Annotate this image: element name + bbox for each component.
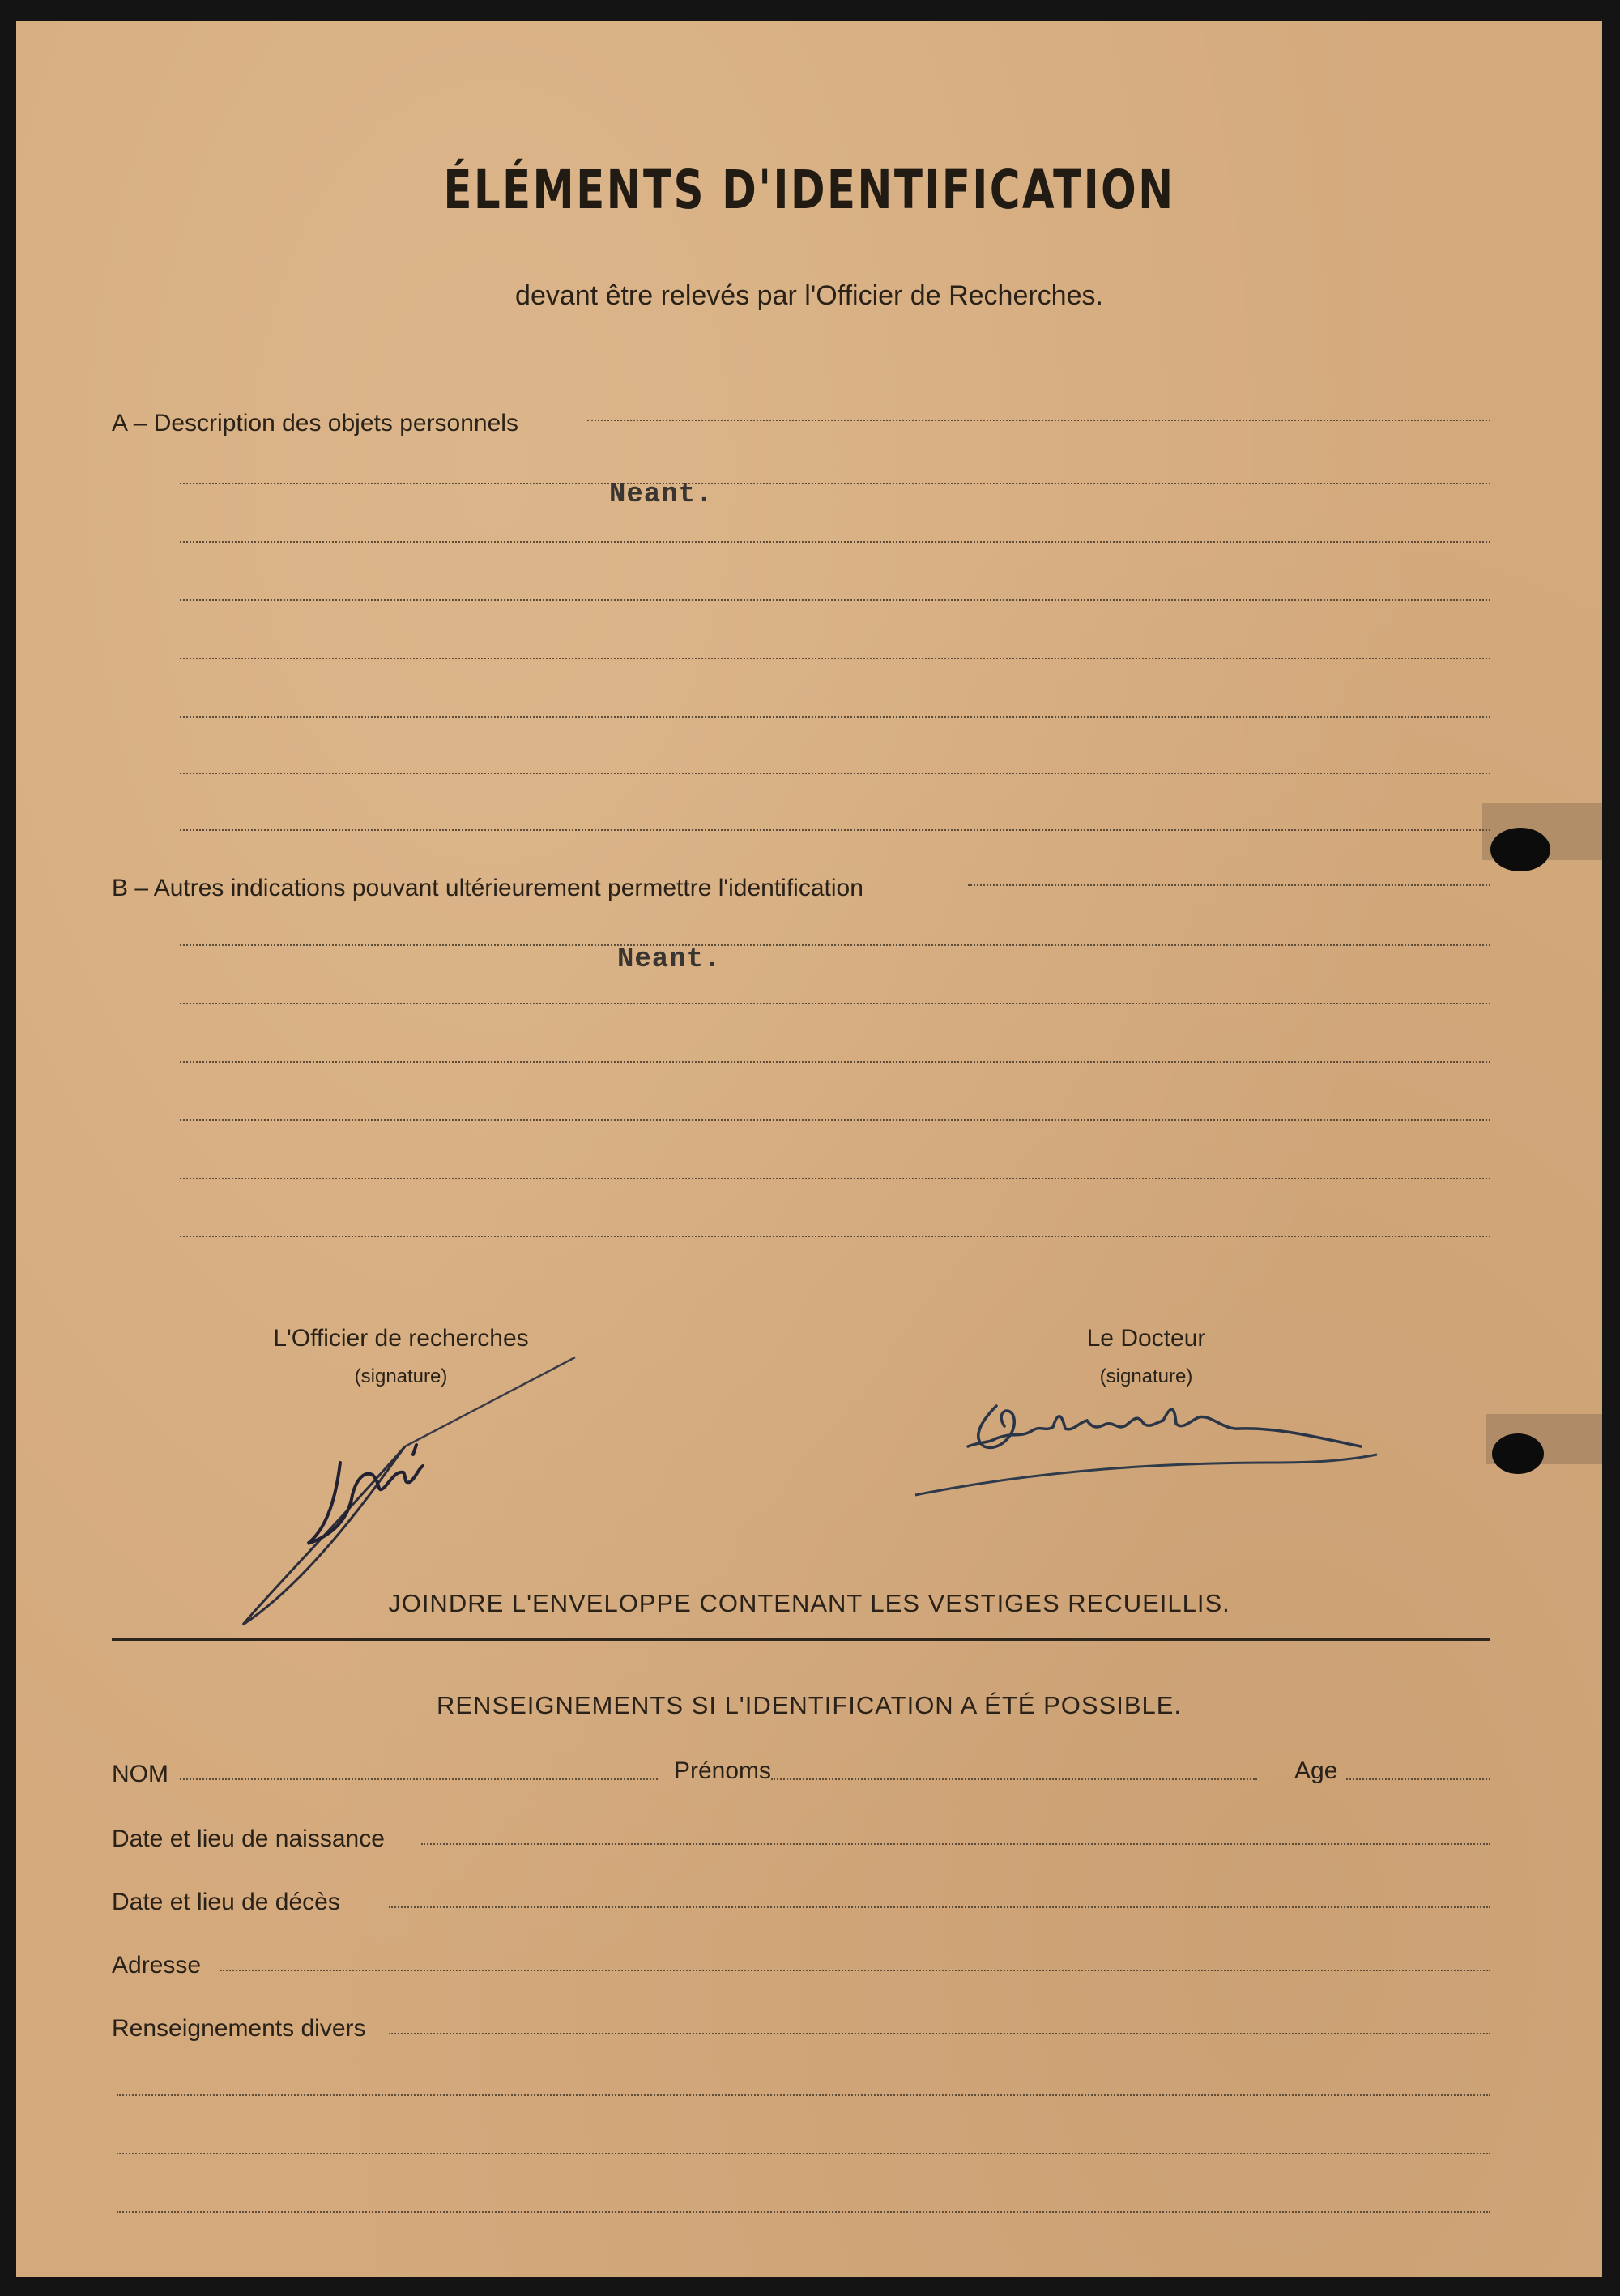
naissance-label: Date et lieu de naissance [112,1825,385,1852]
naissance-field[interactable] [421,1843,1490,1845]
form-page [16,21,1602,2277]
doctor-handwritten-signature [891,1382,1393,1527]
section-a-line-7[interactable] [180,773,1490,774]
envelope-instruction: JOINDRE L'ENVELOPPE CONTENANT LES VESTIGES RECUEILLIS. [388,1589,1230,1617]
divers-label: Renseignements divers [112,2015,366,2042]
section-b-line-2[interactable] [180,944,1490,946]
nom-label: NOM [112,1761,168,1787]
deces-label: Date et lieu de décès [112,1889,340,1915]
section-a-label: A – Description des objets personnels [112,410,518,437]
identification-heading: RENSEIGNEMENTS SI L'IDENTIFICATION A ÉTÉ POSSIBLE. [436,1691,1183,1719]
section-a-line-3[interactable] [180,541,1490,543]
prenoms-field[interactable] [771,1778,1257,1780]
nom-field[interactable] [180,1778,658,1780]
section-a-line-5[interactable] [180,658,1490,659]
age-field[interactable] [1346,1778,1490,1780]
section-b-line-7[interactable] [180,1236,1490,1237]
section-a-line-2[interactable] [180,483,1490,484]
section-b-line-1[interactable] [968,884,1490,886]
doctor-signature-title: Le Docteur [1086,1325,1206,1352]
deces-field[interactable] [389,1906,1490,1908]
section-a-line-4[interactable] [180,599,1490,601]
page-title: ÉLÉMENTS D'IDENTIFICATION [443,159,1175,221]
age-label: Age [1294,1757,1338,1784]
punch-hole-bottom [1492,1433,1544,1474]
section-divider [112,1638,1490,1641]
section-a-line-1[interactable] [587,420,1490,421]
officer-signature-title: L'Officier de recherches [273,1325,529,1352]
divers-field-4[interactable] [117,2211,1490,2213]
page-subtitle: devant être relevés par l'Officier de Recherches. [515,280,1103,311]
section-b-line-5[interactable] [180,1119,1490,1121]
section-b-line-6[interactable] [180,1178,1490,1179]
adresse-label: Adresse [112,1952,202,1979]
punch-hole-top [1490,828,1550,871]
divers-field-1[interactable] [389,2033,1490,2034]
section-b-line-3[interactable] [180,1003,1490,1004]
divers-field-2[interactable] [117,2094,1490,2096]
officer-signature-note: (signature) [354,1365,448,1387]
section-a-line-6[interactable] [180,716,1490,718]
section-a-line-8[interactable] [180,829,1490,831]
divers-field-3[interactable] [117,2153,1490,2154]
section-b-typed-value: Neant. [617,944,722,975]
section-b-line-4[interactable] [180,1061,1490,1063]
adresse-field[interactable] [220,1970,1490,1971]
section-b-label: B – Autres indications pouvant ultérieurement permettre l'identification [112,875,863,901]
section-a-typed-value: Neant. [609,479,714,510]
doctor-signature-note: (signature) [1099,1365,1193,1387]
prenoms-label: Prénoms [674,1757,772,1784]
